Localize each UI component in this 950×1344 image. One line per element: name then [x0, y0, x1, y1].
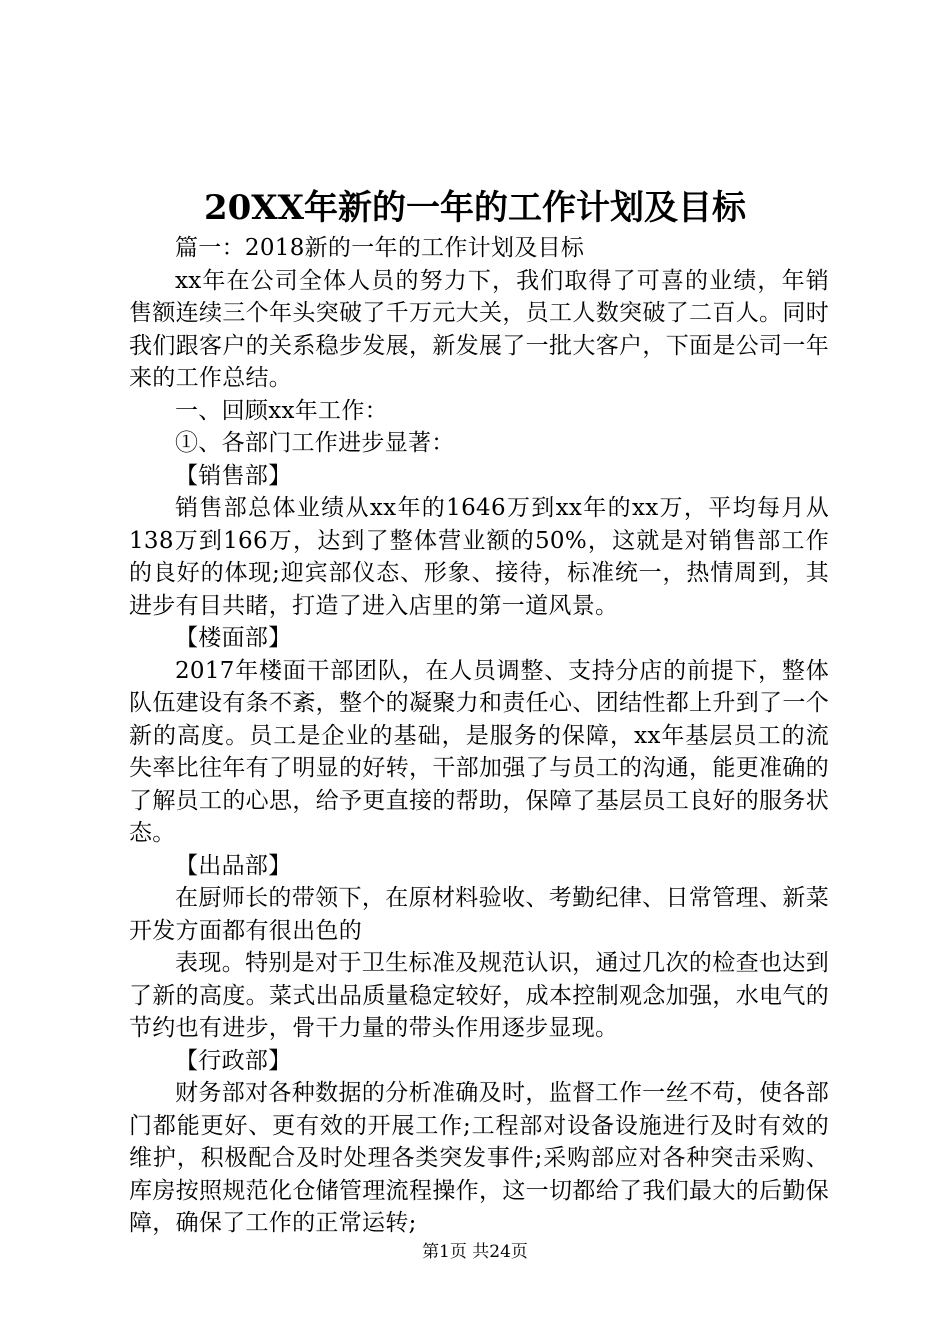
- dept-heading-floor: 【楼面部】: [175, 625, 292, 651]
- paragraph-intro: xx年在公司全体人员的努力下，我们取得了可喜的业绩，年销售额连续三个年头突破了千万元大关，员工人数突破了二百人。同时我们跟客户的关系稳步发展，新发展了一批大客户，下面是公司一年来的工作总结。: [129, 267, 829, 391]
- section-heading: 一、回顾xx年工作：: [175, 397, 388, 424]
- paragraph-subtitle: 篇一：2018新的一年的工作计划及目标: [175, 235, 585, 261]
- paragraph-kitchen-a: 在厨师长的带领下，在原材料验收、考勤纪律、日常管理、新菜开发方面都有很出色的: [129, 885, 829, 944]
- subsection-heading: ①、各部门工作进步显著：: [175, 430, 455, 456]
- paragraph-kitchen-b: 表现。特别是对于卫生标准及规范认识，通过几次的检查也达到了新的高度。菜式出品质量稳定较好，成本控制观念加强，水电气的节约也有进步，骨干力量的带头作用逐步显现。: [129, 950, 829, 1041]
- document-body: [129, 232, 829, 1240]
- paragraph-sales: 销售部总体业绩从xx年的1646万到xx年的xx万，平均每月从138万到166万，达到了整体营业额的50%，这就是对销售部工作的良好的体现;迎宾部仪态、形象、接待，标准统一，热情周到，其进步有目共睹，打造了进入店里的第一道风景。: [129, 495, 829, 619]
- page-footer: 第1页 共24页: [422, 1242, 528, 1262]
- dept-heading-sales: 【销售部】: [175, 462, 292, 489]
- document-title: 20XX年新的一年的工作计划及目标: [203, 188, 747, 228]
- paragraph-admin: 财务部对各种数据的分析准确及时，监督工作一丝不苟，使各部门都能更好、更有效的开展工作;工程部对设备设施进行及时有效的维护，积极配合及时处理各类突发事件;采购部应对各种突击采购、库房按照规范化仓储管理流程操作，这一切都给了我们最大的后勤保障，确保了工作的正常运转;: [129, 1080, 829, 1236]
- paragraph-floor: 2017年楼面干部团队，在人员调整、支持分店的前提下，整体队伍建设有条不紊，整个的凝聚力和责任心、团结性都上升到了一个新的高度。员工是企业的基础，是服务的保障，xx年基层员工的流失率比往年有了明显的好转，干部加强了与员工的沟通，能更准确的了解员工的心思，给予更直接的帮助，保障了基层员工良好的服务状态。: [129, 657, 829, 846]
- dept-heading-admin: 【行政部】: [175, 1047, 292, 1074]
- dept-heading-kitchen: 【出品部】: [175, 852, 292, 879]
